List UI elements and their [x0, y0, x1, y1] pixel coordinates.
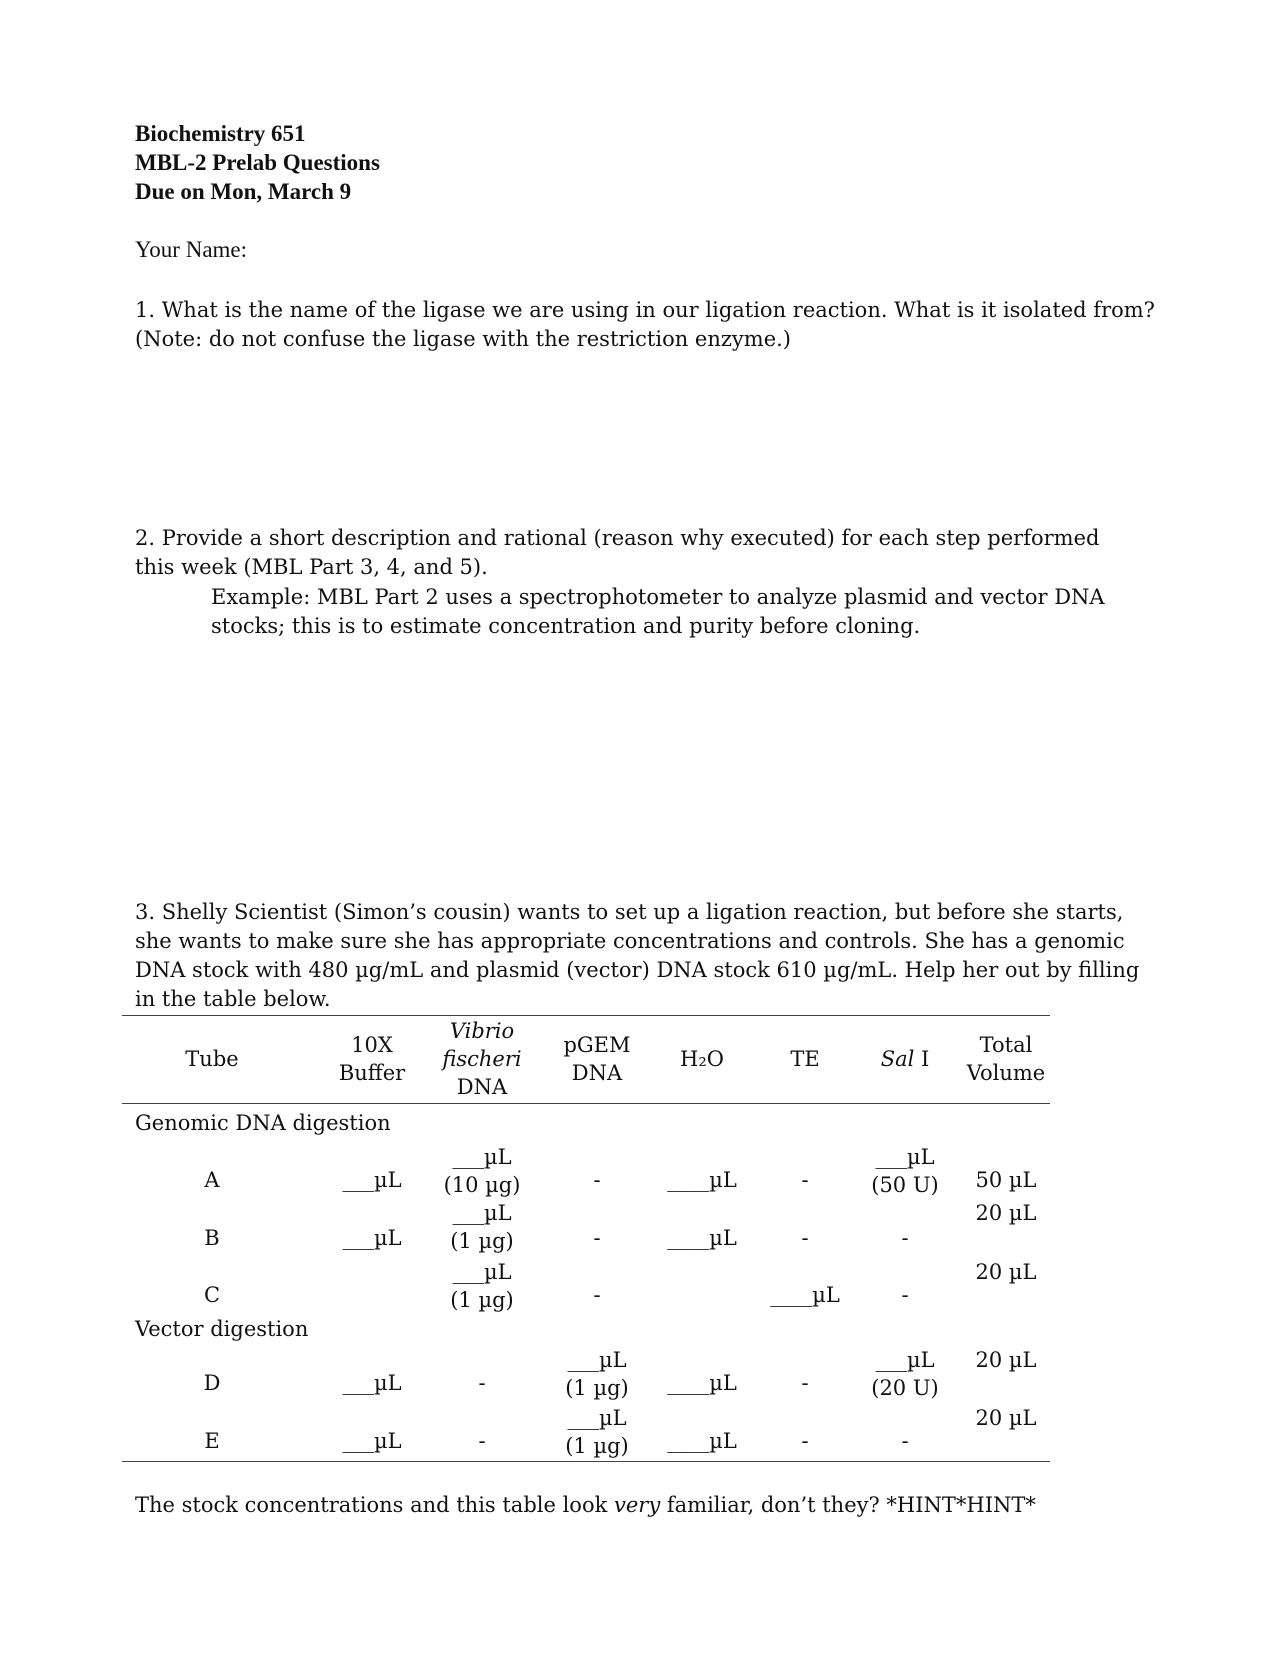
row-c-vf-amount: (1 µg): [450, 1288, 514, 1312]
example-line-1: Example: MBL Part 2 uses a spectrophotometer to analyze plasmid and vector DNA: [211, 585, 1105, 609]
row-e-total: 20 µL: [975, 1406, 1037, 1430]
example-line-2: stocks; this is to estimate concentration and purity before cloning.: [211, 614, 921, 638]
header-h2o: H₂O: [680, 1047, 724, 1071]
row-a-vf-value: ___µL: [452, 1145, 512, 1169]
question-2-line-1: 2. Provide a short description and rational (reason why executed) for each step performed: [135, 526, 1100, 550]
row-a-tube: A: [204, 1168, 220, 1192]
row-b-buffer: ___µL: [342, 1226, 402, 1250]
row-d-sal-value: ___µL: [875, 1348, 935, 1372]
row-a-buffer: ___µL: [342, 1168, 402, 1192]
footer-text-end: familiar, don’t they? *HINT*HINT*: [660, 1493, 1036, 1517]
row-b-vf: [422, 1199, 542, 1255]
header-total-volume: [956, 1031, 1056, 1087]
row-e-te: -: [801, 1429, 809, 1453]
question-1: [135, 296, 1155, 354]
row-e-buffer: ___µL: [342, 1429, 402, 1453]
row-d-te: -: [801, 1371, 809, 1395]
row-d-h2o: ____µL: [667, 1371, 737, 1395]
header-vf-line-2: fischeri: [442, 1047, 522, 1071]
row-d-pgem: [547, 1346, 647, 1402]
header-buffer-line-1: 10X: [351, 1033, 393, 1057]
header-tube: Tube: [185, 1047, 239, 1071]
row-b-te: -: [801, 1226, 809, 1250]
row-c-tube: C: [203, 1283, 221, 1307]
header-sal-rest: I: [914, 1047, 930, 1071]
header-te: TE: [790, 1047, 820, 1071]
header-vf-line-1: Vibrio: [449, 1019, 515, 1043]
row-d-pgem-amount: (1 µg): [565, 1376, 629, 1400]
row-a-vf-amount: (10 µg): [443, 1173, 521, 1197]
section-vector: Vector digestion: [135, 1317, 309, 1341]
row-a-sal: [855, 1143, 955, 1199]
question-1-line-1: 1. What is the name of the ligase we are using in our ligation reaction. What is it isolated from?: [135, 298, 1155, 322]
question-1-line-2: (Note: do not confuse the ligase with the restriction enzyme.): [135, 327, 792, 351]
row-c-vf-value: ___µL: [452, 1260, 512, 1284]
header-sal-i: [855, 1045, 955, 1073]
row-e-pgem-amount: (1 µg): [565, 1434, 629, 1458]
table-top-rule: [122, 1015, 1050, 1016]
row-d-pgem-value: ___µL: [567, 1348, 627, 1372]
row-b-vf-amount: (1 µg): [450, 1229, 514, 1253]
header-sal-italic: Sal: [880, 1047, 915, 1071]
row-d-sal: [855, 1346, 955, 1402]
header-total-line-2: Volume: [966, 1061, 1046, 1085]
row-e-tube: E: [204, 1429, 220, 1453]
question-3-line-1: 3. Shelly Scientist (Simon’s cousin) wants to set up a ligation reaction, but before she starts,: [135, 900, 1124, 924]
row-b-h2o: ____µL: [667, 1226, 737, 1250]
row-a-total: 50 µL: [975, 1168, 1037, 1192]
question-3-line-2: she wants to make sure she has appropriate concentrations and controls. She has a genomic: [135, 929, 1125, 953]
row-a-sal-value: ___µL: [875, 1145, 935, 1169]
row-d-total: 20 µL: [975, 1348, 1037, 1372]
question-2-example: [211, 583, 1131, 641]
row-e-vf: -: [478, 1429, 486, 1453]
row-e-sal: -: [901, 1429, 909, 1453]
header-buffer: [322, 1031, 422, 1087]
worksheet-title: MBL-2 Prelab Questions: [135, 150, 380, 175]
row-b-pgem: -: [593, 1226, 601, 1250]
row-a-sal-units: (50 U): [871, 1173, 939, 1197]
header-pgem: [547, 1031, 647, 1087]
row-b-vf-value: ___µL: [452, 1201, 512, 1225]
header-pgem-line-2: DNA: [571, 1061, 623, 1085]
row-c-te: ____µL: [770, 1283, 840, 1307]
due-date: Due on Mon, March 9: [135, 179, 352, 204]
row-b-total: 20 µL: [975, 1201, 1037, 1225]
row-e-h2o: ____µL: [667, 1429, 737, 1453]
row-d-vf: -: [478, 1371, 486, 1395]
row-d-buffer: ___µL: [342, 1371, 402, 1395]
hint-footer: [135, 1493, 1036, 1517]
row-d-sal-units: (20 U): [871, 1376, 939, 1400]
question-3-line-4: in the table below.: [135, 987, 331, 1011]
row-a-te: -: [801, 1168, 809, 1192]
table-header-rule: [122, 1103, 1050, 1104]
course-title: Biochemistry 651: [135, 121, 306, 146]
row-c-vf: [422, 1258, 542, 1314]
header-buffer-line-2: Buffer: [338, 1061, 406, 1085]
row-a-h2o: ____µL: [667, 1168, 737, 1192]
footer-text-start: The stock concentrations and this table look: [135, 1493, 614, 1517]
header-total-line-1: Total: [979, 1033, 1033, 1057]
header-vibrio-fischeri: [422, 1017, 542, 1101]
question-2: [135, 524, 1155, 582]
row-a-pgem: -: [593, 1168, 601, 1192]
document-header: [135, 119, 380, 206]
name-label: Your Name:: [135, 237, 248, 262]
row-c-sal: -: [901, 1283, 909, 1307]
footer-emphasis: very: [614, 1493, 661, 1517]
row-b-sal: -: [901, 1226, 909, 1250]
table-bottom-rule: [122, 1461, 1050, 1462]
row-e-pgem-value: ___µL: [567, 1406, 627, 1430]
reaction-table: [122, 1015, 1050, 1462]
row-d-tube: D: [203, 1371, 221, 1395]
question-3: [135, 898, 1165, 1014]
header-vf-line-3: DNA: [456, 1075, 508, 1099]
section-genomic: Genomic DNA digestion: [135, 1111, 391, 1135]
row-c-total: 20 µL: [975, 1260, 1037, 1284]
row-c-pgem: -: [593, 1283, 601, 1307]
row-a-vf: [422, 1143, 542, 1199]
header-pgem-line-1: pGEM: [563, 1033, 631, 1057]
question-3-line-3: DNA stock with 480 µg/mL and plasmid (vector) DNA stock 610 µg/mL. Help her out by filling: [135, 958, 1140, 982]
question-2-line-2: this week (MBL Part 3, 4, and 5).: [135, 555, 488, 579]
row-e-pgem: [547, 1404, 647, 1460]
row-b-tube: B: [204, 1226, 220, 1250]
